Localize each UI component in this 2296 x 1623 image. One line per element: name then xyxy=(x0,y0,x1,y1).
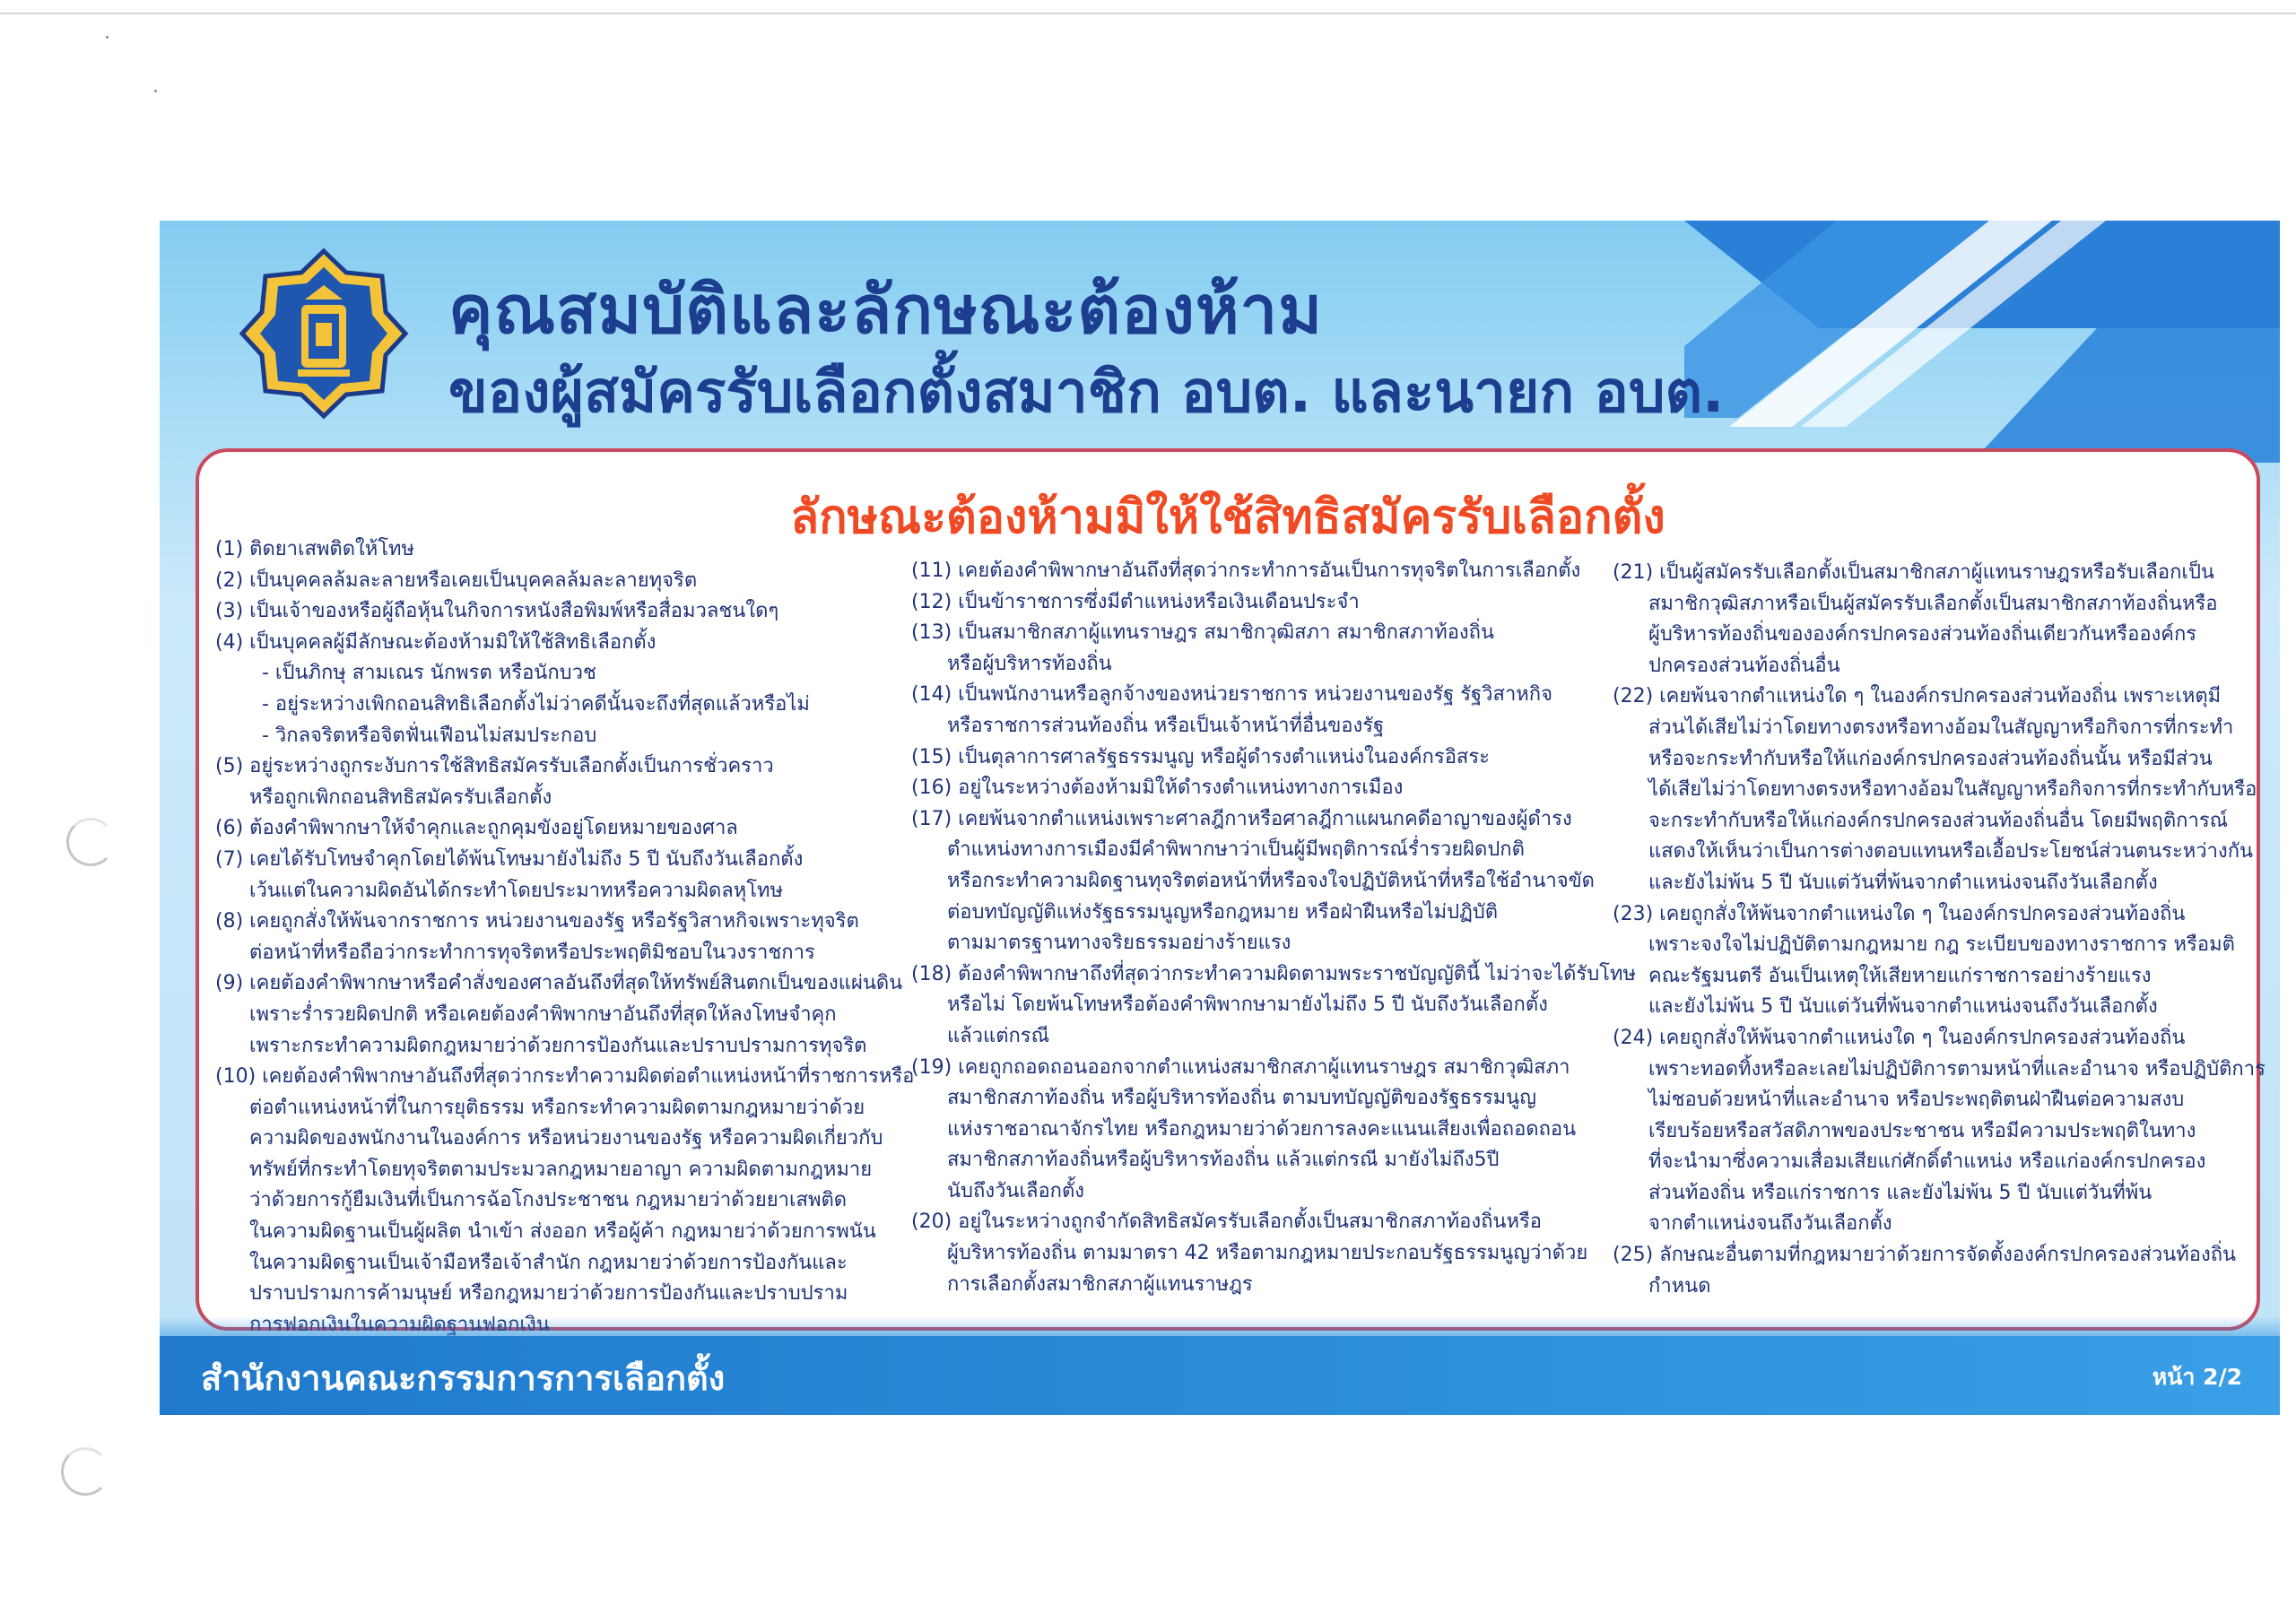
prohibition-item-text: (3) เป็นเจ้าของหรือผู้ถือหุ้นในกิจการหนังสือพิมพ์หรือสื่อมวลชนใดๆ xyxy=(215,600,779,623)
prohibition-item-continuation: ว่าด้วยการกู้ยืมเงินที่เป็นการฉ้อโกงประชาชน กฎหมายว่าด้วยยาเสพติด xyxy=(249,1189,848,1212)
prohibition-item-text: (13) เป็นสมาชิกสภาผู้แทนราษฎร สมาชิกวุฒิสภา สมาชิกสภาท้องถิ่น xyxy=(911,621,1495,645)
prohibition-subitem-text: - อยู่ระหว่างเพิกถอนสิทธิเลือกตั้งไม่ว่าคดีนั้นจะถึงที่สุดแล้วหรือไม่ xyxy=(262,692,810,716)
punch-hole-mark xyxy=(61,1447,109,1496)
prohibition-item-text: (11) เคยต้องคำพิพากษาอันถึงที่สุดว่ากระทำการอันเป็นการทุจริตในการเลือกตั้ง xyxy=(911,560,1581,582)
prohibition-item xyxy=(1613,1023,2266,1240)
prohibition-item xyxy=(911,742,1611,774)
prohibition-item xyxy=(911,587,1611,619)
prohibition-item xyxy=(215,596,906,628)
prohibition-item-text: (24) เคยถูกสั่งให้พ้นจากตำแหน่งใด ๆ ในองค์กรปกครองส่วนท้องถิ่น xyxy=(1613,1026,2186,1049)
prohibition-item-continuation: ไม่ชอบด้วยหน้าที่และอำนาจ หรือประพฤติตนฝ่าฝืนต่อความสงบ xyxy=(1648,1089,2185,1112)
prohibitions-column-3 xyxy=(1613,558,2266,1302)
prohibition-item xyxy=(911,556,1611,587)
prohibition-item xyxy=(911,959,1636,1053)
prohibition-item xyxy=(1613,899,2249,1023)
prohibition-item xyxy=(215,628,906,751)
prohibition-subitem-text: - เป็นภิกษุ สามเณร นักพรต หรือนักบวช xyxy=(262,662,596,685)
prohibition-item-continuation: เว้นแต่ในความผิดอันได้กระทำโดยประมาทหรือความผิดลหุโทษ xyxy=(249,879,784,902)
prohibition-item-continuation: สมาชิกวุฒิสภาหรือเป็นผู้สมัครรับเลือกตั้งเป็นสมาชิกสภาท้องถิ่นหรือ xyxy=(1648,592,2218,615)
prohibition-item-continuation: ส่วนได้เสียไม่ว่าโดยทางตรงหรือทางอ้อมในสัญญาหรือกิจการที่กระทำ xyxy=(1648,716,2234,739)
prohibition-item-continuation: แล้วแต่กรณี xyxy=(947,1024,1050,1047)
prohibition-item-continuation: ในความผิดฐานเป็นผู้ผลิต นำเข้า ส่งออก หรือผู้ค้า กฎหมายว่าด้วยการพนัน xyxy=(249,1220,876,1244)
prohibition-item-text: (15) เป็นตุลาการศาลรัฐธรรมนูญ หรือผู้ดำรงตำแหน่งในองค์กรอิสระ xyxy=(911,745,1490,768)
prohibition-item-continuation: เพราะร่ำรวยผิดปกติ หรือเคยต้องคำพิพากษาอันถึงที่สุดให้ลงโทษจำคุก xyxy=(249,1002,837,1026)
prohibition-item-text: (6) ต้องคำพิพากษาให้จำคุกและถูกคุมขังอยู่โดยหมายของศาล xyxy=(215,817,738,840)
prohibitions-column-1 xyxy=(215,534,915,1341)
prohibition-item-continuation: แห่งราชอาณาจักรไทย หรือกฎหมายว่าด้วยการลงคะแนนเสียงเพื่อถอดถอน xyxy=(947,1117,1577,1141)
prohibition-subitem-text: - วิกลจริตหรือจิตฟั่นเฟือนไม่สมประกอบ xyxy=(262,724,597,747)
prohibition-item xyxy=(911,804,1611,959)
scan-speck xyxy=(154,90,157,92)
prohibition-item-text: (8) เคยถูกสั่งให้พ้นจากราชการ หน่วยงานของรัฐ หรือรัฐวิสาหกิจเพราะทุจริต xyxy=(215,910,859,933)
prohibition-item-text: (4) เป็นบุคคลผู้มีลักษณะต้องห้ามมิให้ใช้สิทธิเลือกตั้ง xyxy=(215,630,657,654)
prohibition-item-continuation: กำหนด xyxy=(1648,1274,1711,1298)
prohibition-item-text: (12) เป็นข้าราชการซึ่งมีตำแหน่งหรือเงินเดือนประจำ xyxy=(911,590,1360,613)
prohibition-item-text: (20) อยู่ในระหว่างถูกจำกัดสิทธิสมัครรับเลือกตั้งเป็นสมาชิกสภาท้องถิ่นหรือ xyxy=(911,1211,1542,1234)
prohibition-item xyxy=(215,907,906,968)
prohibition-item xyxy=(911,773,1611,804)
prohibition-item-continuation: เพราะทอดทิ้งหรือละเลยไม่ปฏิบัติการตามหน้าที่และอำนาจ หรือปฏิบัติการ xyxy=(1648,1057,2266,1081)
prohibition-item-continuation: ปราบปรามการค้ามนุษย์ หรือกฎหมายว่าด้วยการป้องกันและปราบปราม xyxy=(249,1282,848,1306)
prohibition-item-text: (21) เป็นผู้สมัครรับเลือกตั้งเป็นสมาชิกสภาผู้แทนราษฎรหรือรับเลือกเป็น xyxy=(1613,561,2214,584)
prohibition-item xyxy=(215,751,906,813)
footer-bar xyxy=(160,1336,2280,1415)
prohibition-item-continuation: หรือราชการส่วนท้องถิ่น หรือเป็นเจ้าหน้าที่อื่นของรัฐ xyxy=(947,714,1385,737)
ect-emblem-icon xyxy=(239,246,409,421)
prohibition-item-continuation: หรือจะกระทำกับหรือให้แก่องค์กรปกครองส่วนท้องถิ่นนั้น หรือมีส่วน xyxy=(1648,747,2213,770)
prohibition-item-continuation: เพราะจงใจไม่ปฏิบัติตามกฎหมาย กฎ ระเบียบของทางราชการ หรือมติ xyxy=(1648,933,2235,957)
prohibition-item-continuation: และยังไม่พ้น 5 ปี นับแต่วันที่พ้นจากตำแหน่งจนถึงวันเลือกตั้ง xyxy=(1648,995,2158,1019)
prohibition-item-continuation: หรือกระทำความผิดฐานทุจริตต่อหน้าที่หรือจงใจปฏิบัติหน้าที่หรือใช้อำนาจขัด xyxy=(947,869,1595,892)
prohibition-item-continuation: สมาชิกสภาท้องถิ่น หรือผู้บริหารท้องถิ่น ตามบทบัญญัติของรัฐธรรมนูญ xyxy=(947,1087,1536,1110)
prohibition-item-continuation: ผู้บริหารท้องถิ่น ตามมาตรา 42 หรือตามกฎหมายประกอบรัฐธรรมนูญว่าด้วย xyxy=(947,1242,1588,1265)
prohibition-item xyxy=(911,1053,1611,1208)
prohibition-item xyxy=(1613,681,2257,898)
prohibition-item-continuation: ปกครองส่วนท้องถิ่นอื่น xyxy=(1648,654,1840,677)
prohibitions-panel xyxy=(196,448,2266,1331)
prohibition-item-continuation: จากตำแหน่งจนถึงวันเลือกตั้ง xyxy=(1648,1212,1892,1236)
prohibition-item-text: (19) เคยถูกถอดถอนออกจากตำแหน่งสมาชิกสภาผู้แทนราษฎร สมาชิกวุฒิสภา xyxy=(911,1055,1570,1079)
footer-org-name: สำนักงานคณะกรรมการการเลือกตั้ง xyxy=(201,1358,726,1398)
prohibition-item-text: (2) เป็นบุคคลล้มละลายหรือเคยเป็นบุคคลล้มละลายทุจริต xyxy=(215,568,698,592)
prohibition-item-text: (9) เคยต้องคำพิพากษาหรือคำสั่งของศาลอันถึงที่สุดให้ทรัพย์สินตกเป็นของแผ่นดิน xyxy=(215,972,903,995)
prohibition-item-continuation: ตามมาตรฐานทางจริยธรรมอย่างร้ายแรง xyxy=(947,932,1292,955)
prohibition-item-continuation: ผู้บริหารท้องถิ่นขององค์กรปกครองส่วนท้องถิ่นเดียวกันหรือองค์กร xyxy=(1648,623,2197,647)
prohibitions-column-2 xyxy=(911,556,1636,1300)
prohibition-item-continuation: การเลือกตั้งสมาชิกสภาผู้แทนราษฎร xyxy=(947,1272,1253,1296)
prohibition-item xyxy=(911,1207,1611,1300)
prohibition-item-continuation: หรือผู้บริหารท้องถิ่น xyxy=(947,652,1112,675)
prohibition-item-continuation: ได้เสียไม่ว่าโดยทางตรงหรือทางอ้อมในสัญญาหรือกิจการที่กระทำกับหรือ xyxy=(1648,778,2257,802)
prohibition-item-continuation: ความผิดของพนักงานในองค์การ หรือหน่วยงานของรัฐ หรือความผิดเกี่ยวกับ xyxy=(249,1127,883,1150)
prohibition-item-continuation: เพราะกระทำความผิดกฎหมายว่าด้วยการป้องกันและปราบปรามการทุจริต xyxy=(249,1034,867,1057)
info-banner xyxy=(160,221,2280,1415)
prohibition-item-continuation: ในความผิดฐานเป็นเจ้ามือหรือเจ้าสำนัก กฎหมายว่าด้วยการป้องกันและ xyxy=(249,1251,848,1274)
prohibition-item-text: (23) เคยถูกสั่งให้พ้นจากตำแหน่งใด ๆ ในองค์กรปกครองส่วนท้องถิ่น xyxy=(1613,902,2186,925)
page-number: หน้า 2/2 xyxy=(2152,1364,2242,1390)
prohibition-item-text: (18) ต้องคำพิพากษาถึงที่สุดว่ากระทำความผิดตามพระราชบัญญัตินี้ ไม่ว่าจะได้รับโทษ xyxy=(911,962,1636,985)
prohibition-item xyxy=(1613,558,2249,681)
prohibition-item-continuation: สมาชิกสภาท้องถิ่นหรือผู้บริหารท้องถิ่น แล้วแต่กรณี มายังไม่ถึง5ปี xyxy=(947,1149,1500,1172)
prohibition-item-continuation: ทรัพย์ที่กระทำโดยทุจริตตามประมวลกฎหมายอาญา ความผิดตามกฎหมาย xyxy=(249,1158,873,1181)
prohibition-item-continuation: และยังไม่พ้น 5 ปี นับแต่วันที่พ้นจากตำแหน่งจนถึงวันเลือกตั้ง xyxy=(1648,871,2158,894)
prohibition-item-continuation: เรียบร้อยหรือสวัสดิภาพของประชาชน หรือมีความประพฤติในทาง xyxy=(1648,1119,2196,1142)
prohibition-item-continuation: ต่อบทบัญญัติแห่งรัฐธรรมนูญหรือกฎหมาย หรือฝ่าฝืนหรือไม่ปฏิบัติ xyxy=(947,900,1499,924)
prohibition-item xyxy=(215,813,906,845)
scan-speck xyxy=(106,36,109,39)
prohibition-item-text: (5) อยู่ระหว่างถูกระงับการใช้สิทธิสมัครรับเลือกตั้งเป็นการชั่วคราว xyxy=(215,755,774,778)
panel-title: ลักษณะต้องห้ามมิให้ใช้สิทธิสมัครรับเลือกตั้ง xyxy=(790,490,1665,544)
prohibition-item-text: (7) เคยได้รับโทษจำคุกโดยได้พ้นโทษมายังไม่ถึง 5 ปี นับถึงวันเลือกตั้ง xyxy=(215,847,804,871)
prohibition-item-text: (10) เคยต้องคำพิพากษาอันถึงที่สุดว่ากระทำความผิดต่อตำแหน่งหน้าที่ราชการหรือ xyxy=(215,1065,915,1089)
prohibition-item xyxy=(1613,1240,2249,1302)
punch-hole-mark xyxy=(66,818,115,866)
prohibition-item xyxy=(215,534,906,566)
prohibition-item-text: (25) ลักษณะอื่นตามที่กฎหมายว่าด้วยการจัดตั้งองค์กรปกครองส่วนท้องถิ่น xyxy=(1613,1244,2237,1267)
scan-top-rule xyxy=(0,13,2296,14)
prohibition-item-text: (22) เคยพ้นจากตำแหน่งใด ๆ ในองค์กรปกครองส่วนท้องถิ่น เพราะเหตุมี xyxy=(1613,685,2222,708)
prohibition-item-text: (16) อยู่ในระหว่างต้องห้ามมิให้ดำรงตำแหน่งทางการเมือง xyxy=(911,777,1404,800)
prohibition-item xyxy=(215,1062,915,1341)
page-title: คุณสมบัติและลักษณะต้องห้าม xyxy=(448,272,1323,349)
prohibition-item-continuation: ที่จะนำมาซึ่งความเสื่อมเสียแก่ศักดิ์ตำแหน่ง หรือแก่องค์กรปกครอง xyxy=(1648,1150,2206,1174)
prohibition-item-continuation: จะกระทำกับหรือให้แก่องค์กรปกครองส่วนท้องถิ่นอื่น โดยมีพฤติการณ์ xyxy=(1648,809,2229,832)
prohibition-item-continuation: หรือไม่ โดยพ้นโทษหรือต้องคำพิพากษามายังไม่ถึง 5 ปี นับถึงวันเลือกตั้ง xyxy=(947,994,1548,1017)
page-subtitle: ของผู้สมัครรับเลือกตั้งสมาชิก อบต. และนายก อบต. xyxy=(448,360,1725,426)
prohibition-item-continuation: หรือถูกเพิกถอนสิทธิสมัครรับเลือกตั้ง xyxy=(249,785,552,809)
prohibition-item-continuation: ส่วนท้องถิ่น หรือแก่ราชการ และยังไม่พ้น 5 ปี นับแต่วันที่พ้น xyxy=(1648,1181,2152,1204)
prohibition-item-continuation: ตำแหน่งทางการเมืองมีคำพิพากษาว่าเป็นผู้มีพฤติการณ์ร่ำรวยผิดปกติ xyxy=(947,838,1525,862)
prohibition-item-continuation: ต่อตำแหน่งหน้าที่ในการยุติธรรม หรือกระทำความผิดตามกฎหมายว่าด้วย xyxy=(249,1096,865,1119)
prohibition-item xyxy=(215,845,906,907)
prohibition-item-continuation: ต่อหน้าที่หรือถือว่ากระทำการทุจริตหรือประพฤติมิชอบในวงราชการ xyxy=(249,941,815,964)
prohibition-item-continuation: แสดงให้เห็นว่าเป็นการต่างตอบแทนหรือเอื้อประโยชน์ส่วนตนระหว่างกัน xyxy=(1648,840,2254,864)
prohibition-item-text: (17) เคยพ้นจากตำแหน่งเพราะศาลฎีกาหรือศาลฎีกาแผนกคดีอาญาของผู้ดำรง xyxy=(911,807,1572,830)
prohibition-item-continuation: นับถึงวันเลือกตั้ง xyxy=(947,1179,1085,1202)
prohibition-item-continuation: คณะรัฐมนตรี อันเป็นเหตุให้เสียหายแก่ราชการอย่างร้ายแรง xyxy=(1648,964,2152,987)
prohibition-item xyxy=(911,680,1611,742)
prohibition-item xyxy=(215,566,906,597)
prohibition-item-text: (1) ติดยาเสพติดให้โทษ xyxy=(215,538,415,560)
prohibition-item xyxy=(911,618,1611,680)
prohibition-item-text: (14) เป็นพนักงานหรือลูกจ้างของหน่วยราชการ หน่วยงานของรัฐ รัฐวิสาหกิจ xyxy=(911,683,1553,707)
prohibition-item xyxy=(215,968,906,1062)
